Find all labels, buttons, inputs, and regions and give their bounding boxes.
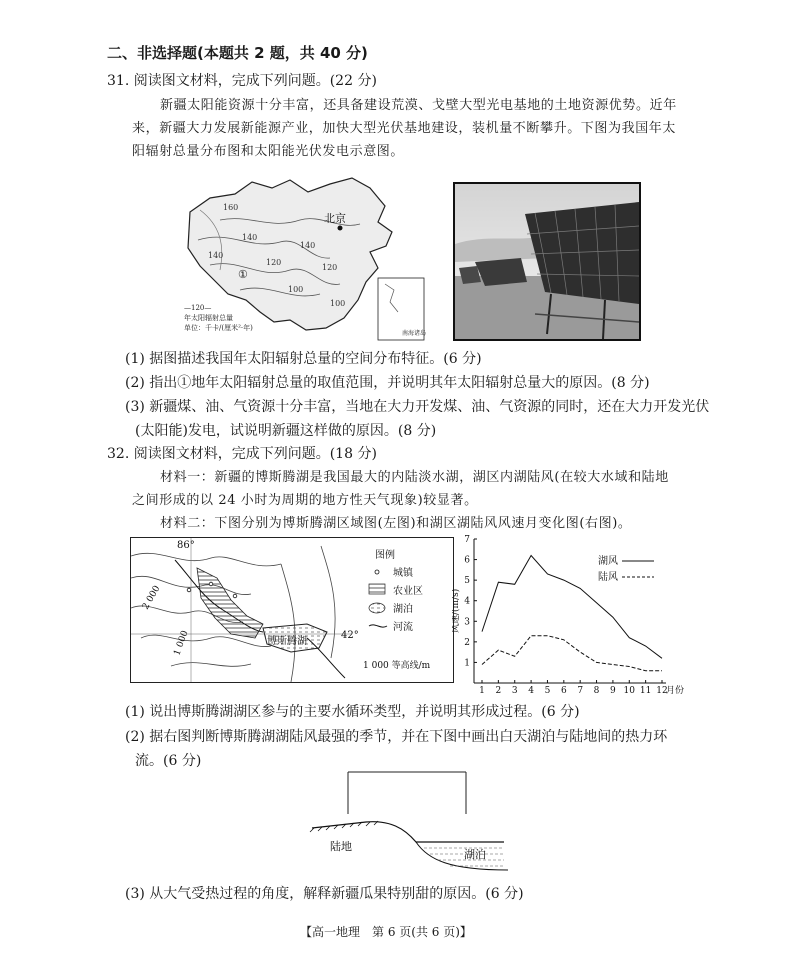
q31-question-1: (1) 据图描述我国年太阳辐射总量的空间分布特征。(6 分)	[125, 351, 482, 367]
longitude-label: 86°	[177, 540, 195, 551]
legend-label: 陆风	[598, 572, 618, 583]
legend-title: 图例	[375, 550, 395, 561]
q32-material1-line-1: 材料一：新疆的博斯腾湖是我国最大的内陆淡水湖，湖区内湖陆风(在较大水域和陆地	[160, 470, 669, 485]
legend-item-river: 河流	[393, 622, 413, 633]
y-tick-label: 4	[464, 596, 470, 607]
bosten-lake-map	[130, 537, 454, 683]
x-axis-label: 月份	[666, 686, 685, 695]
map-legend-line2: 年太阳辐射总量	[184, 314, 233, 322]
contour-label-1000: 1 000	[172, 629, 191, 658]
legend-item-farm: 农业区	[393, 586, 423, 597]
x-tick-label: 8	[593, 686, 600, 695]
q31-material-line-2: 来，新疆大力发展新能源产业，加快大型光伏基地建设，装机量不断攀升。下图为我国年太	[132, 121, 677, 136]
contour-label: 100	[288, 285, 304, 294]
beijing-marker-icon	[338, 226, 343, 231]
y-tick-label: 7	[464, 535, 470, 545]
q32-question-3: (3) 从大气受热过程的角度，解释新疆瓜果特别甜的原因。(6 分)	[125, 886, 524, 902]
legend-farm-icon	[369, 584, 385, 594]
map-legend-line1: —120—	[184, 304, 212, 312]
q31-question-2: (2) 指出①地年太阳辐射总量的取值范围，并说明其年太阳辐射总量大的原因。(8 分)	[125, 375, 650, 391]
y-tick-label: 1	[464, 658, 470, 669]
x-tick-label: 1	[479, 686, 485, 695]
bosten-map-svg	[131, 538, 453, 682]
series-line-lake-wind	[482, 556, 662, 659]
town-icon	[233, 594, 237, 598]
wind-chart-svg	[452, 533, 702, 695]
y-axis-label: 风速/(m/s)	[452, 588, 461, 633]
q32-question-2-cont: 流。(6 分)	[135, 753, 202, 769]
section-heading: 二、非选择题(本题共 2 题，共 40 分)	[107, 44, 368, 62]
contour-label: 140	[208, 251, 224, 260]
q32-material2: 材料二：下图分别为博斯腾湖区域图(左图)和湖区湖陆风风速月变化图(右图)。	[160, 516, 632, 531]
contour-label: 160	[223, 203, 239, 212]
x-tick-label: 7	[577, 686, 584, 695]
town-icon	[187, 588, 191, 592]
sketch-svg	[300, 768, 530, 878]
legend-item-lake: 湖泊	[393, 604, 413, 615]
q32-question-1: (1) 说出博斯腾湖湖区参与的主要水循环类型，并说明其形成过程。(6 分)	[125, 704, 580, 720]
contour-label: 120	[322, 263, 338, 272]
inset-label: 南海诸岛	[402, 330, 427, 337]
photovoltaic-photo	[453, 182, 641, 341]
x-tick-label: 12	[656, 686, 668, 695]
x-tick-label: 4	[528, 686, 534, 695]
legend-town-icon	[375, 570, 379, 574]
y-tick-label: 5	[464, 576, 470, 587]
y-tick-label: 2	[464, 637, 470, 648]
pv-photo-svg	[455, 184, 639, 339]
q31-stem: 31. 阅读图文材料，完成下列问题。(22 分)	[107, 73, 377, 89]
thermal-circulation-sketch	[300, 768, 530, 878]
site-1-marker: ①	[238, 268, 248, 281]
legend-item-contour: 1 000 等高线/m	[363, 661, 431, 671]
x-tick-label: 2	[495, 686, 502, 695]
q32-material1-line-2: 之间形成的以 24 小时为周期的地方性天气现象)较显著。	[132, 493, 478, 508]
bosten-map-legend	[363, 548, 431, 671]
y-tick-label: 3	[464, 617, 470, 628]
q32-question-2: (2) 据右图判断博斯腾湖湖陆风最强的季节，并在下图中画出白天湖泊与陆地间的热力环	[125, 729, 668, 745]
q31-question-3-cont: (太阳能)发电，试说明新疆这样做的原因。(8 分)	[135, 423, 437, 439]
q31-question-3: (3) 新疆煤、油、气资源十分丰富，当地在大力开发煤、油、气资源的同时，还在大力开发光伏	[125, 399, 710, 415]
wind-speed-chart	[452, 533, 702, 695]
contour-label: 140	[242, 233, 258, 242]
latitude-label: 42°	[341, 630, 359, 641]
town-icon	[209, 582, 213, 586]
contour-label: 100	[330, 299, 346, 308]
map-legend-line3: 单位：千卡/(厘米²·年)	[184, 324, 253, 332]
x-tick-label: 6	[560, 686, 567, 695]
lake-name-label: 博斯腾湖	[267, 636, 307, 647]
sketch-land-label: 陆地	[330, 840, 352, 853]
contour-label: 120	[266, 258, 282, 267]
x-tick-label: 9	[610, 686, 616, 695]
legend-lake-icon	[369, 603, 385, 613]
legend-item-town: 城镇	[393, 568, 413, 579]
q31-material-line-3: 阳辐射总量分布图和太阳能光伏发电示意图。	[132, 144, 405, 159]
contour-label: 140	[300, 241, 316, 250]
x-tick-label: 5	[544, 686, 551, 695]
legend-river-icon	[369, 625, 387, 627]
y-tick-label: 6	[464, 555, 470, 566]
beijing-label: 北京	[324, 212, 346, 225]
x-tick-label: 11	[639, 686, 652, 695]
x-tick-label: 10	[623, 686, 635, 695]
legend-label: 湖风	[598, 556, 618, 567]
contour-label-2000: 2 000	[140, 584, 163, 612]
page-footer: 【高一地理 第 6 页(共 6 页)】	[300, 925, 472, 939]
q31-material-line-1: 新疆太阳能资源十分丰富，还具备建设荒漠、戈壁大型光电基地的土地资源优势。近年	[160, 98, 677, 113]
x-tick-label: 3	[511, 686, 518, 695]
sketch-lake-label: 湖泊	[464, 848, 486, 861]
china-map-svg	[180, 170, 430, 345]
q32-stem: 32. 阅读图文材料，完成下列问题。(18 分)	[107, 446, 377, 462]
china-radiation-map	[180, 170, 430, 345]
